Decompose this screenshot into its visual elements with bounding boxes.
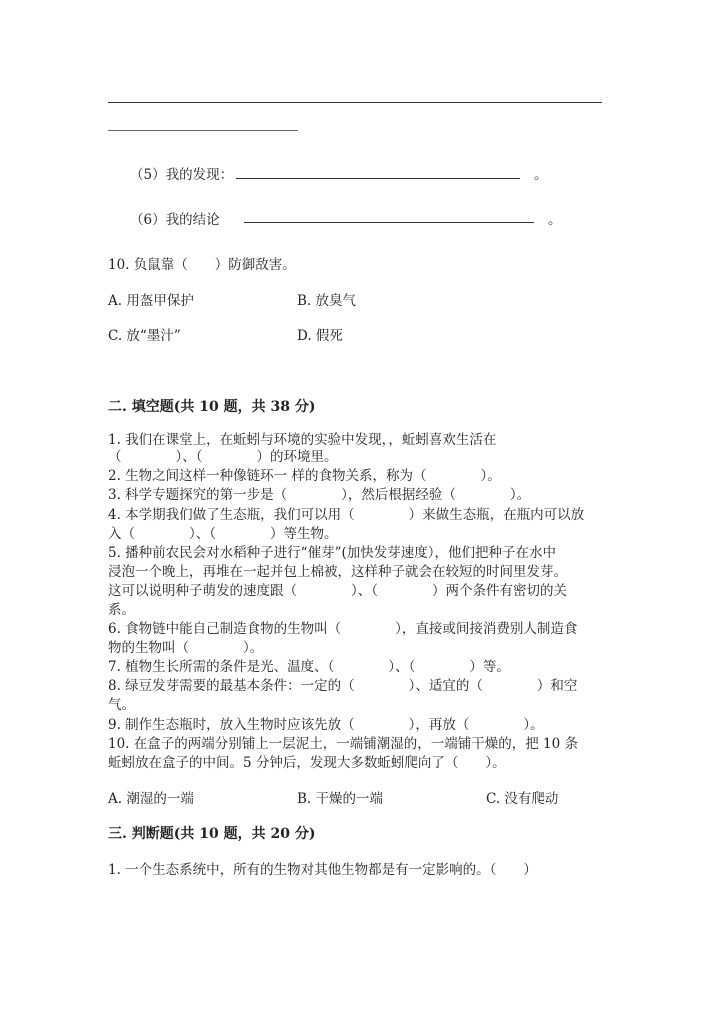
fill-line: 6. 食物链中能自己制造食物的生物叫（ ），直接或间接消费别人制造食 <box>108 621 578 637</box>
fill-line: 9. 制作生态瓶时，放入生物时应该先放（ ），再放（ ）。 <box>108 717 544 733</box>
fill-line: 4. 本学期我们做了生态瓶，我们可以用（ ）来做生态瓶，在瓶内可以放 <box>108 507 585 523</box>
fill-line: 系。 <box>108 602 135 618</box>
prev-q10-option-c[interactable]: C. 放“墨汁” <box>108 328 181 344</box>
fill-line: 2. 生物之间这样一种像链环一 样的食物关系，称为（ ）。 <box>108 468 501 484</box>
fill-line: 入（ ）、（ ）等生物。 <box>108 526 338 542</box>
fill-line: 这可以说明种子萌发的速度跟（ ）、（ ）两个条件有密切的关 <box>108 583 567 599</box>
fill-line: 气。 <box>108 697 135 713</box>
item6-end: 。 <box>548 212 562 228</box>
s2-q10-option-c[interactable]: C. 没有爬动 <box>486 791 559 807</box>
fill-line: 浸泡一个晚上，再堆在一起并包上棉被，这样种子就会在较短的时间里发芽。 <box>108 564 567 580</box>
fill-line: 5. 播种前农民会对水稻种子进行“催芽”(加快发芽速度），他们把种子在水中 <box>108 545 556 561</box>
fill-line: 7. 植物生长所需的条件是光、温度、（ ）、（ ）等。 <box>108 659 510 675</box>
fill-line: 3. 科学专题探究的第一步是（ ），然后根据经验（ ）。 <box>108 487 531 503</box>
item5-end: 。 <box>534 167 548 183</box>
section3-title: 三. 判断题(共 10 题，共 20 分) <box>108 826 316 842</box>
fill-line: 1. 我们在课堂上，在蚯蚓与环境的实验中发现，，蚯蚓喜欢生活在 <box>108 432 497 448</box>
item5-label: （5）我的发现： <box>130 167 234 183</box>
item6-blank[interactable] <box>244 222 534 223</box>
item5-blank[interactable] <box>236 178 520 179</box>
prev-q10-option-d[interactable]: D. 假死 <box>297 328 343 344</box>
fill-line: 蚯蚓放在盒子的中间。5 分钟后，发现大多数蚯蚓爬向了（ ）。 <box>108 755 506 771</box>
prev-q10-option-b[interactable]: B. 放臭气 <box>297 293 357 309</box>
s3-item-1: 1. 一个生态系统中，所有的生物对其他生物都是有一定影响的。（ ） <box>108 862 537 878</box>
answer-line-1 <box>108 102 602 103</box>
s2-q10-option-b[interactable]: B. 干燥的一端 <box>297 791 384 807</box>
prev-q10-option-a[interactable]: A. 用盔甲保护 <box>108 293 194 309</box>
answer-line-2 <box>108 130 298 131</box>
item6-label: （6）我的结论 <box>130 212 220 228</box>
prev-q10-stem: 10. 负鼠靠（ ）防御敌害。 <box>108 257 296 273</box>
fill-line: 8. 绿豆发芽需要的最基本条件：一定的（ ）、适宜的（ ）和空 <box>108 678 578 694</box>
s2-q10-option-a[interactable]: A. 潮湿的一端 <box>108 791 194 807</box>
fill-line: （ ）、（ ）的环境里。 <box>108 449 338 465</box>
section2-title: 二. 填空题(共 10 题，共 38 分) <box>108 399 316 415</box>
fill-line: 10. 在盒子的两端分别铺上一层泥土，一端铺潮湿的，一端铺干燥的，把 10 条 <box>108 736 579 752</box>
fill-line: 物的生物叫（ ）。 <box>108 640 264 656</box>
